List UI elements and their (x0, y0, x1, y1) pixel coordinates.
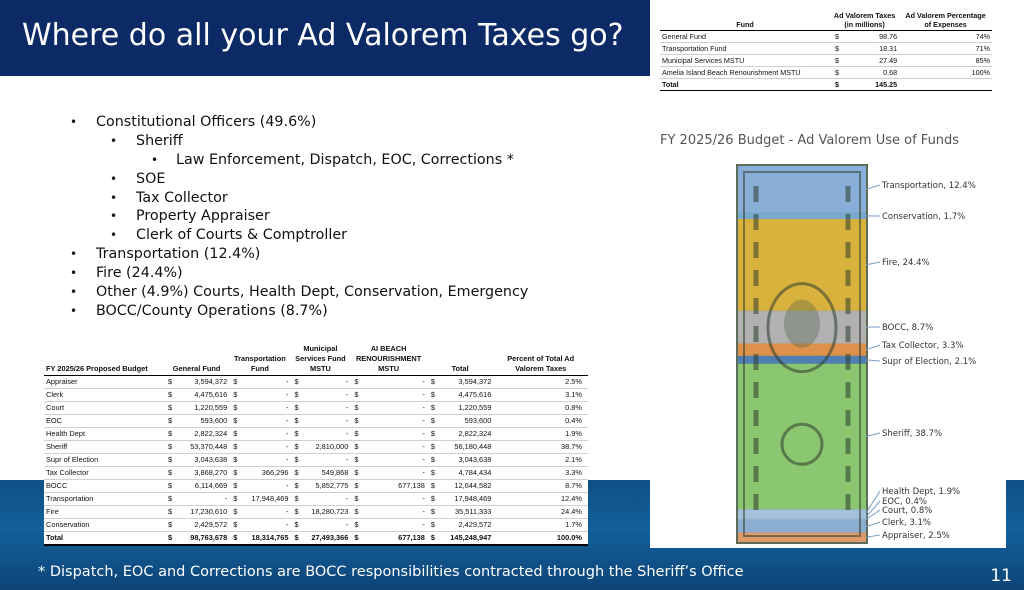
bullet-item (66, 245, 528, 264)
dollar-sign: $ (350, 389, 360, 402)
bullet-item (66, 264, 528, 283)
bullet-glyph: • (110, 171, 118, 186)
budget-cell-beach: - (360, 519, 426, 532)
budget-cell-municipal: 18,280,723 (301, 506, 351, 519)
dollar-sign: $ (229, 441, 239, 454)
dollar-sign: $ (164, 454, 174, 467)
bullet-text: SOE (136, 170, 166, 187)
segment-fire (738, 219, 866, 311)
bullet-glyph: • (70, 115, 78, 129)
dollar-sign: $ (291, 441, 301, 454)
segment-health-dept (738, 509, 866, 516)
budget-cell-general: 3,594,372 (174, 376, 229, 389)
segment-label-conservation: Conservation, 1.7% (882, 212, 966, 222)
municipal-fund-header: Municipal Services Fund MSTU (291, 343, 351, 376)
dollar-sign: $ (427, 506, 437, 519)
budget-cell-general: 4,475,616 (174, 389, 229, 402)
title-band (0, 0, 650, 76)
segment-label-bocc: BOCC, 8.7% (882, 323, 934, 333)
dollar-sign: $ (291, 519, 301, 532)
budget-row (44, 506, 588, 519)
budget-cell-municipal: - (301, 389, 351, 402)
budget-row-label: Health Dept (44, 428, 164, 441)
leader-sheriff (866, 433, 880, 437)
dollar-sign: $ (427, 376, 437, 389)
budget-cell-beach: - (360, 441, 426, 454)
dollar-sign: $ (350, 441, 360, 454)
fund-taxes: 18.31 (844, 43, 899, 55)
budget-cell-general: 17,230,610 (174, 506, 229, 519)
transportation-fund-header: Transportation Fund (229, 343, 290, 376)
budget-cell-transport: - (239, 402, 290, 415)
dollar-sign: $ (291, 532, 301, 546)
budget-cell-municipal: 5,852,775 (301, 480, 351, 493)
fund-pct: 100% (899, 67, 992, 79)
dollar-sign: $ (229, 506, 239, 519)
budget-cell-total: 56,180,448 (437, 441, 493, 454)
budget-row-label: Total (44, 532, 164, 546)
dollar-sign: $ (291, 402, 301, 415)
bullet-text: BOCC/County Operations (8.7%) (96, 302, 328, 319)
budget-header-row (44, 343, 588, 376)
budget-cell-total: 3,594,372 (437, 376, 493, 389)
dollar-sign: $ (164, 519, 174, 532)
segment-label-transportation: Transportation, 12.4% (882, 181, 976, 191)
budget-cell-pct: 3.1% (493, 389, 588, 402)
budget-cell-transport: - (239, 415, 290, 428)
budget-row-label: EOC (44, 415, 164, 428)
bullet-item (66, 170, 528, 189)
budget-cell-beach: 677,138 (360, 532, 426, 546)
slide-title: Where do all your Ad Valorem Taxes go? (22, 18, 624, 53)
budget-cell-transport: - (239, 389, 290, 402)
budget-cell-pct: 1.9% (493, 428, 588, 441)
budget-cell-beach: - (360, 428, 426, 441)
budget-cell-general: 53,370,448 (174, 441, 229, 454)
dollar-sign: $ (830, 67, 844, 79)
bullet-item (66, 132, 528, 151)
segment-label-appraiser: Appraiser, 2.5% (882, 531, 950, 541)
dollar-sign: $ (427, 428, 437, 441)
dollar-sign: $ (229, 532, 239, 546)
dollar-sign: $ (291, 493, 301, 506)
budget-cell-total: 593,600 (437, 415, 493, 428)
budget-cell-transport: 17,948,469 (239, 493, 290, 506)
budget-cell-general: 98,763,678 (174, 532, 229, 546)
bullet-glyph: • (110, 209, 118, 224)
budget-total-row (44, 532, 588, 546)
dollar-sign: $ (291, 467, 301, 480)
budget-row-label: Court (44, 402, 164, 415)
budget-cell-municipal: - (301, 402, 351, 415)
dollar-sign: $ (229, 389, 239, 402)
dollar-sign: $ (427, 415, 437, 428)
bullet-text: Law Enforcement, Dispatch, EOC, Corrections * (176, 151, 514, 168)
budget-cell-total: 2,429,572 (437, 519, 493, 532)
budget-cell-municipal: - (301, 415, 351, 428)
fund-pct: 74% (899, 31, 992, 43)
budget-cell-total: 1,220,559 (437, 402, 493, 415)
dollar-sign: $ (427, 519, 437, 532)
budget-cell-municipal: - (301, 493, 351, 506)
fund-table-header-row (660, 10, 992, 31)
budget-cell-general: - (174, 493, 229, 506)
budget-cell-transport: - (239, 506, 290, 519)
budget-cell-general: 2,429,572 (174, 519, 229, 532)
budget-cell-total: 4,784,434 (437, 467, 493, 480)
bullet-text: Other (4.9%) Courts, Health Dept, Conservation, Emergency (96, 284, 529, 301)
budget-cell-total: 12,644,582 (437, 480, 493, 493)
dollar-sign: $ (164, 389, 174, 402)
dollar-sign: $ (350, 402, 360, 415)
budget-cell-total: 145,248,947 (437, 532, 493, 546)
segment-label-court: Court, 0.8% (882, 506, 933, 516)
budget-cell-beach: - (360, 376, 426, 389)
fund-taxes: 98.76 (844, 31, 899, 43)
budget-row (44, 376, 588, 389)
segment-label-sheriff: Sheriff, 38.7% (882, 429, 943, 439)
chart-title: FY 2025/26 Budget - Ad Valorem Use of Funds (660, 133, 960, 148)
percent-header: Percent of Total Ad Valorem Taxes (493, 343, 588, 376)
bullet-item (66, 189, 528, 208)
budget-cell-pct: 38.7% (493, 441, 588, 454)
fund-name: Transportation Fund (660, 43, 830, 55)
budget-table (44, 343, 588, 546)
budget-cell-pct: 1.7% (493, 519, 588, 532)
leader-clerk (866, 522, 880, 527)
dollar-sign: $ (229, 402, 239, 415)
segment-label-health-dept: Health Dept, 1.9% (882, 487, 961, 497)
bullet-glyph: • (70, 266, 78, 281)
budget-row (44, 441, 588, 454)
dollar-sign: $ (350, 415, 360, 428)
budget-row-label: Conservation (44, 519, 164, 532)
beach-fund-header: AI BEACH RENOURISHMENT MSTU (350, 343, 427, 376)
budget-row (44, 415, 588, 428)
fund-taxes: 145.25 (844, 79, 899, 91)
segment-appraiser (738, 533, 866, 542)
dollar-sign: $ (229, 415, 239, 428)
dollar-sign: $ (350, 454, 360, 467)
budget-cell-general: 2,822,324 (174, 428, 229, 441)
bullet-text: Transportation (12.4%) (96, 246, 261, 263)
bullet-item (66, 226, 528, 245)
fund-header: Fund (660, 10, 830, 31)
dollar-sign: $ (350, 506, 360, 519)
budget-cell-general: 593,600 (174, 415, 229, 428)
segment-label-supr-of-election: Supr of Election, 2.1% (882, 357, 977, 367)
bullet-glyph: • (110, 228, 118, 243)
fund-name: Total (660, 79, 830, 91)
budget-row (44, 493, 588, 506)
dollar-sign: $ (164, 493, 174, 506)
budget-cell-transport: - (239, 441, 290, 454)
bullet-item (66, 113, 528, 132)
dollar-sign: $ (291, 480, 301, 493)
budget-row (44, 428, 588, 441)
bullet-text: Clerk of Courts & Comptroller (136, 227, 348, 244)
segment-court (738, 518, 866, 521)
budget-row-label: Clerk (44, 389, 164, 402)
fund-total-row (660, 79, 992, 91)
fund-summary-table (660, 10, 992, 91)
dollar-sign: $ (164, 376, 174, 389)
budget-cell-beach: - (360, 389, 426, 402)
budget-table-body (44, 376, 588, 546)
budget-cell-municipal: - (301, 428, 351, 441)
budget-cell-pct: 8.7% (493, 480, 588, 493)
budget-row-label: Sheriff (44, 441, 164, 454)
leader-appraiser (866, 535, 880, 537)
budget-row (44, 454, 588, 467)
fund-name: Municipal Services MSTU (660, 55, 830, 67)
dollar-sign: $ (427, 454, 437, 467)
use-of-funds-chart (650, 124, 1006, 548)
budget-row (44, 519, 588, 532)
dollar-sign: $ (427, 493, 437, 506)
fund-row (660, 67, 992, 79)
bullet-glyph: • (70, 303, 78, 318)
fund-table-body (660, 31, 992, 91)
fund-taxes: 0.68 (844, 67, 899, 79)
budget-cell-transport: - (239, 519, 290, 532)
fund-name: Amelia Island Beach Renourishment MSTU (660, 67, 830, 79)
bullet-item (66, 151, 528, 170)
budget-cell-total: 2,822,324 (437, 428, 493, 441)
budget-row-label: Fire (44, 506, 164, 519)
budget-cell-general: 3,868,270 (174, 467, 229, 480)
bullet-text: Constitutional Officers (49.6%) (96, 114, 317, 130)
budget-cell-total: 35,511,333 (437, 506, 493, 519)
dollar-sign: $ (350, 532, 360, 546)
segment-clerk (738, 521, 866, 533)
dollar-sign: $ (164, 428, 174, 441)
budget-cell-beach: - (360, 402, 426, 415)
budget-cell-municipal: 2,810,000 (301, 441, 351, 454)
dollar-sign: $ (350, 519, 360, 532)
segment-label-fire: Fire, 24.4% (882, 258, 930, 268)
segment-label-clerk: Clerk, 3.1% (882, 518, 931, 528)
dollar-sign: $ (427, 467, 437, 480)
budget-cell-total: 4,475,616 (437, 389, 493, 402)
dollar-sign: $ (229, 519, 239, 532)
budget-cell-municipal: - (301, 454, 351, 467)
bullet-glyph: • (110, 133, 118, 148)
budget-cell-transport: 18,314,765 (239, 532, 290, 546)
dollar-sign: $ (427, 389, 437, 402)
budget-cell-beach: - (360, 506, 426, 519)
budget-cell-municipal: - (301, 376, 351, 389)
dollar-sign: $ (164, 467, 174, 480)
fund-pct: 85% (899, 55, 992, 67)
budget-cell-pct: 2.5% (493, 376, 588, 389)
bullet-item (66, 207, 528, 226)
footnote: * Dispatch, EOC and Corrections are BOCC responsibilities contracted through the Sheriff’s Office (38, 564, 744, 580)
budget-cell-pct: 24.4% (493, 506, 588, 519)
dollar-sign: $ (427, 532, 437, 546)
leader-fire (866, 262, 880, 265)
bullet-list (66, 113, 528, 321)
fund-name: General Fund (660, 31, 830, 43)
bullet-glyph: • (151, 152, 159, 167)
dollar-sign: $ (229, 480, 239, 493)
dollar-sign: $ (830, 79, 844, 91)
leader-transportation (866, 185, 880, 189)
dollar-sign: $ (350, 480, 360, 493)
bullet-text: Sheriff (136, 132, 183, 149)
fund-taxes: 27.49 (844, 55, 899, 67)
dollar-sign: $ (229, 428, 239, 441)
budget-row-label: Appraiser (44, 376, 164, 389)
dollar-sign: $ (164, 415, 174, 428)
bullet-glyph: • (70, 285, 78, 300)
fund-pct (899, 79, 992, 91)
fund-row (660, 43, 992, 55)
fund-row (660, 31, 992, 43)
budget-cell-pct: 12.4% (493, 493, 588, 506)
dollar-sign: $ (427, 441, 437, 454)
budget-cell-transport: - (239, 480, 290, 493)
dollar-sign: $ (350, 493, 360, 506)
budget-cell-transport: - (239, 454, 290, 467)
dollar-sign: $ (229, 467, 239, 480)
dollar-sign: $ (427, 402, 437, 415)
dollar-sign: $ (830, 43, 844, 55)
budget-row (44, 467, 588, 480)
dollar-sign: $ (229, 493, 239, 506)
bullet-glyph: • (70, 247, 78, 262)
budget-cell-pct: 3.3% (493, 467, 588, 480)
budget-cell-total: 17,948,469 (437, 493, 493, 506)
budget-cell-transport: - (239, 376, 290, 389)
budget-cell-transport: - (239, 428, 290, 441)
dollar-sign: $ (164, 480, 174, 493)
leader-tax-collector (866, 345, 880, 350)
budget-cell-municipal: 27,493,366 (301, 532, 351, 546)
budget-label-header: FY 2025/26 Proposed Budget (44, 343, 164, 376)
bullet-text: Property Appraiser (136, 208, 270, 225)
budget-cell-municipal: - (301, 519, 351, 532)
bullet-item (66, 283, 528, 302)
budget-row-label: BOCC (44, 480, 164, 493)
dollar-sign: $ (291, 428, 301, 441)
slide-number: 11 (990, 566, 1012, 586)
total-header: Total (427, 343, 494, 376)
dollar-bill-chart (650, 124, 1006, 548)
general-fund-header: General Fund (164, 343, 229, 376)
budget-row-label: Transportation (44, 493, 164, 506)
dollar-sign: $ (164, 506, 174, 519)
budget-row-label: Supr of Election (44, 454, 164, 467)
budget-cell-general: 1,220,559 (174, 402, 229, 415)
budget-cell-beach: - (360, 467, 426, 480)
fund-pct: 71% (899, 43, 992, 55)
budget-cell-beach: - (360, 415, 426, 428)
dollar-sign: $ (291, 376, 301, 389)
dollar-sign: $ (427, 480, 437, 493)
segment-eoc (738, 516, 866, 518)
budget-cell-general: 3,043,638 (174, 454, 229, 467)
dollar-sign: $ (229, 376, 239, 389)
budget-cell-pct: 0.8% (493, 402, 588, 415)
dollar-sign: $ (291, 415, 301, 428)
budget-cell-beach: - (360, 493, 426, 506)
budget-cell-pct: 0.4% (493, 415, 588, 428)
dollar-sign: $ (291, 389, 301, 402)
dollar-sign: $ (164, 532, 174, 546)
dollar-sign: $ (830, 55, 844, 67)
dollar-sign: $ (350, 428, 360, 441)
budget-row (44, 480, 588, 493)
dollar-sign: $ (350, 467, 360, 480)
fund-row (660, 55, 992, 67)
leader-supr-of-election (866, 360, 880, 361)
dollar-sign: $ (164, 402, 174, 415)
dollar-sign: $ (350, 376, 360, 389)
dollar-sign: $ (229, 454, 239, 467)
budget-cell-municipal: 549,868 (301, 467, 351, 480)
budget-row (44, 389, 588, 402)
budget-cell-transport: 366,296 (239, 467, 290, 480)
taxes-header: Ad Valorem Taxes (in millions) (830, 10, 899, 31)
budget-cell-pct: 100.0% (493, 532, 588, 546)
segment-label-tax-collector: Tax Collector, 3.3% (882, 341, 964, 351)
dollar-sign: $ (291, 506, 301, 519)
dollar-sign: $ (291, 454, 301, 467)
dollar-sign: $ (830, 31, 844, 43)
bullet-item (66, 302, 528, 321)
budget-cell-total: 3,043,638 (437, 454, 493, 467)
budget-cell-pct: 2.1% (493, 454, 588, 467)
segment-label-eoc: EOC, 0.4% (882, 497, 927, 507)
bullet-text: Fire (24.4%) (96, 265, 183, 282)
budget-cell-beach: - (360, 454, 426, 467)
pct-header: Ad Valorem Percentage of Expenses (899, 10, 992, 31)
budget-cell-general: 6,114,669 (174, 480, 229, 493)
budget-row (44, 402, 588, 415)
budget-cell-beach: 677,138 (360, 480, 426, 493)
budget-row-label: Tax Collector (44, 467, 164, 480)
bullet-text: Tax Collector (136, 189, 228, 206)
dollar-sign: $ (164, 441, 174, 454)
bullet-glyph: • (110, 190, 118, 205)
